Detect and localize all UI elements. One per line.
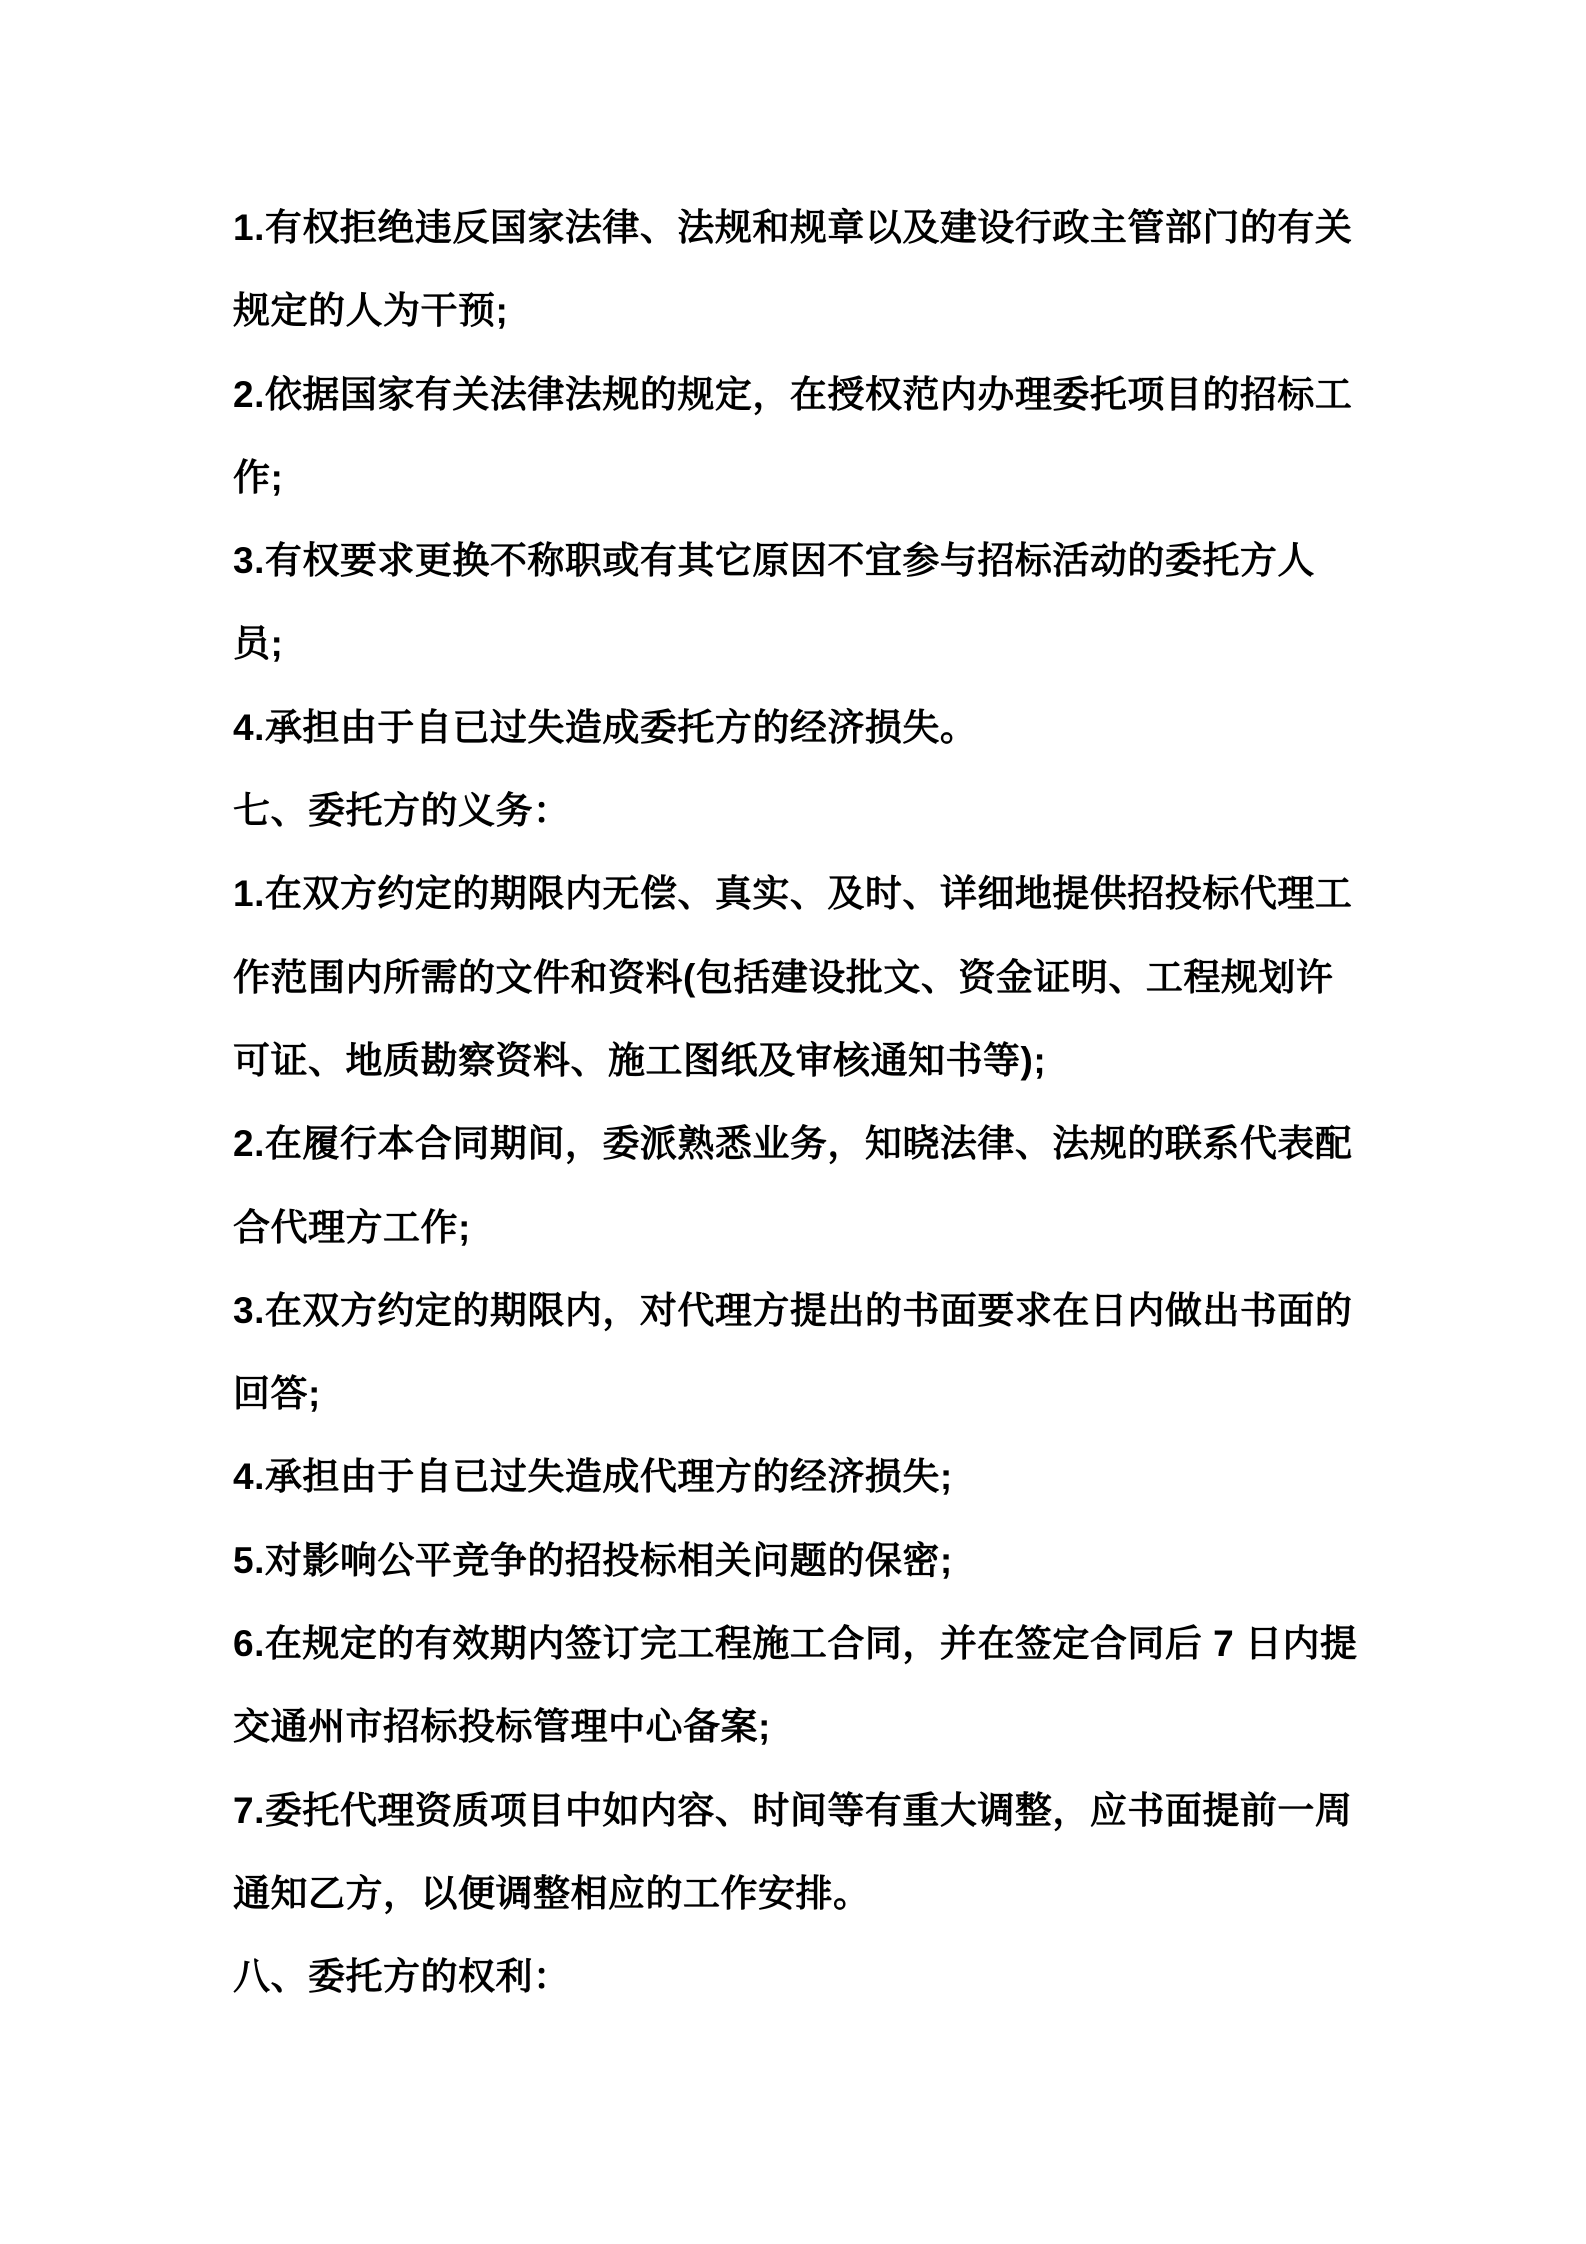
doc-line: 3.有权要求更换不称职或有其它原因不宜参与招标活动的委托方人 [233, 540, 1315, 582]
doc-line: 2.在履行本合同期间，委派熟悉业务，知晓法律、法规的联系代表配 [233, 1123, 1353, 1165]
doc-line: 作; [233, 456, 284, 498]
doc-line: 回答; [233, 1373, 321, 1415]
doc-line: 作范围内所需的文件和资料(包括建设批文、资金证明、工程规划许 [233, 956, 1334, 998]
doc-line: 4.承担由于自已过失造成委托方的经济损失。 [233, 706, 978, 748]
doc-line: 员; [233, 623, 284, 665]
doc-line: 6.在规定的有效期内签订完工程施工合同，并在签定合同后 7 日内提 [233, 1623, 1358, 1665]
doc-line: 3.在双方约定的期限内，对代理方提出的书面要求在日内做出书面的 [233, 1289, 1353, 1331]
section-heading-7: 七、委托方的义务： [233, 790, 571, 832]
doc-line: 1.在双方约定的期限内无偿、真实、及时、详细地提供招投标代理工 [233, 873, 1353, 915]
doc-line: 2.依据国家有关法律法规的规定，在授权范内办理委托项目的招标工 [233, 373, 1353, 415]
doc-line: 交通州市招标投标管理中心备案; [233, 1706, 771, 1748]
doc-line: 通知乙方，以便调整相应的工作安排。 [233, 1872, 871, 1914]
doc-line: 规定的人为干预; [233, 290, 509, 332]
doc-line: 可证、地质勘察资料、施工图纸及审核通知书等); [233, 1039, 1047, 1081]
doc-line: 1.有权拒绝违反国家法律、法规和规章以及建设行政主管部门的有关 [233, 207, 1353, 248]
doc-line: 4.承担由于自已过失造成代理方的经济损失; [233, 1456, 953, 1498]
section-heading-8: 八、委托方的权利： [233, 1956, 571, 1998]
doc-line: 合代理方工作; [233, 1206, 471, 1248]
doc-line: 5.对影响公平竞争的招投标相关问题的保密; [233, 1539, 953, 1581]
doc-line: 7.委托代理资质项目中如内容、时间等有重大调整，应书面提前一周 [233, 1789, 1353, 1831]
